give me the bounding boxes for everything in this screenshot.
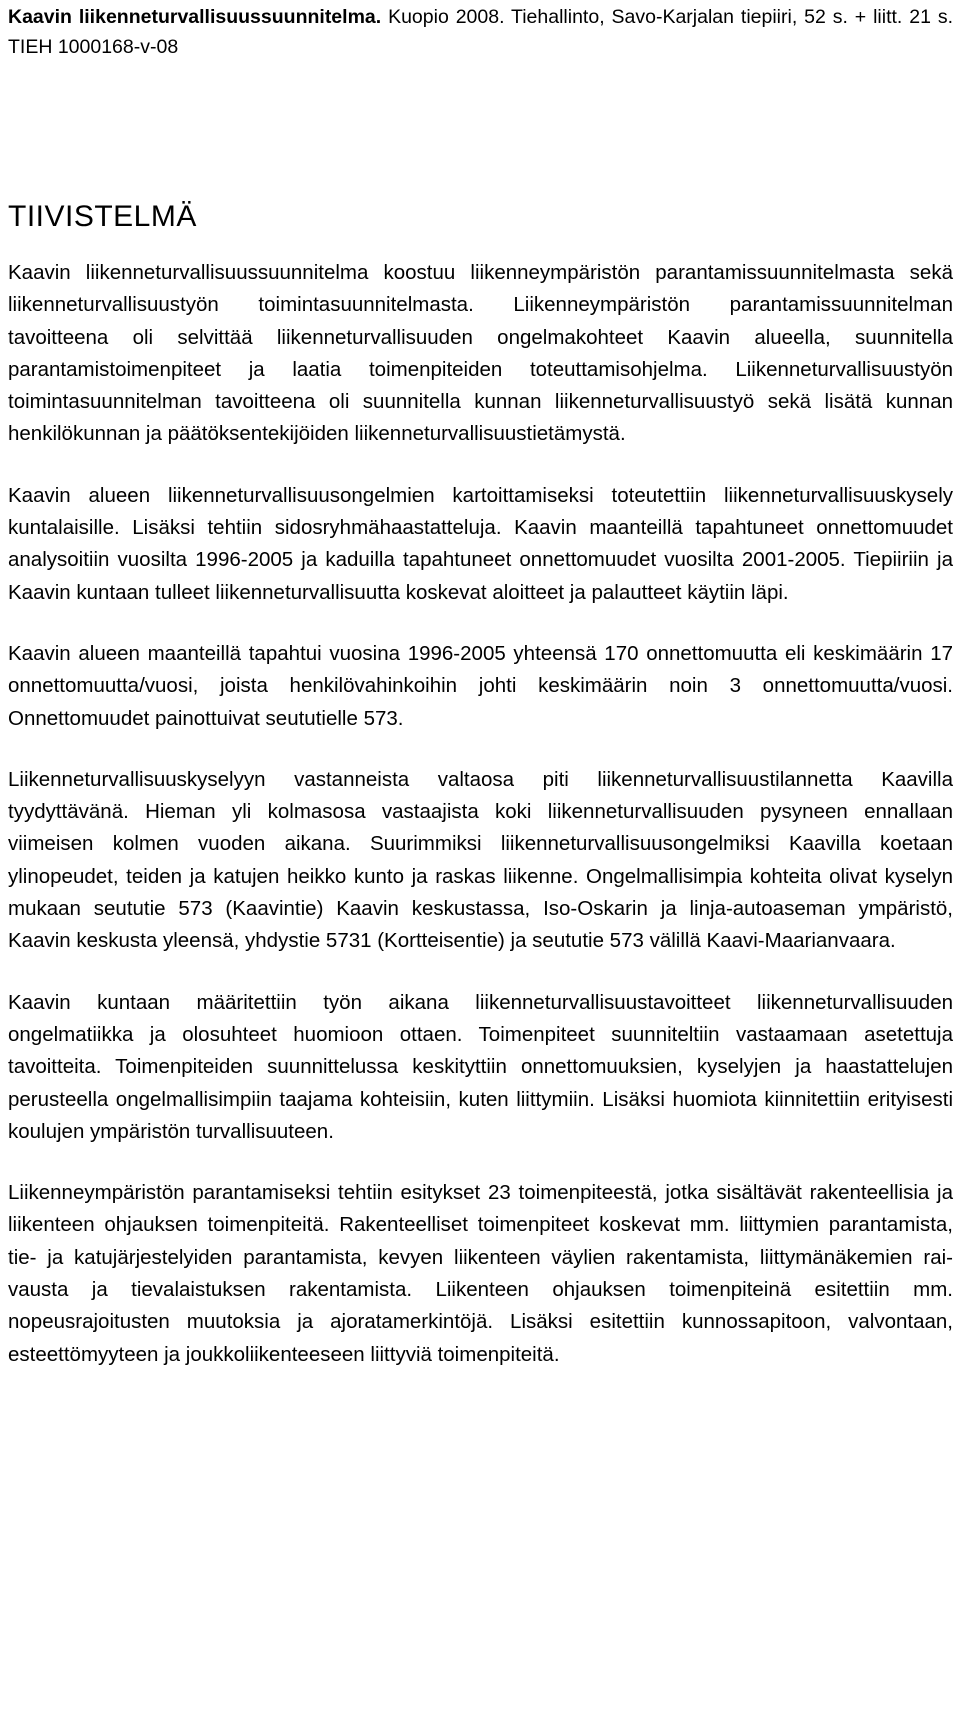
summary-paragraph: Kaavin alueen liikenneturvallisuusongelmien kartoittamiseksi toteutettiin liikenneturvallisuuskysely kuntalaisille. Lisäksi tehtiin sidosryhmähaastatteluja. Kaavin maanteillä tapahtuneet onnettomuudet analysoitiin vuosilta 1996-2005 ja kaduilla tapahtuneet onnettomuudet vuosilta 2001-2005. Tiepiiriin ja Kaavin kuntaan tulleet liikenneturvallisuutta koskevat aloitteet ja palautteet käytiin läpi. [8, 483, 953, 604]
summary-paragraph: Kaavin kuntaan määritettiin työn aikana liikenneturvallisuustavoitteet liikenneturvallisuuden ongelmatiikka ja olosuhteet huomioon ottaen. Toimenpiteet suunniteltiin vastaamaan asetettuja tavoitteita. Toimenpiteiden suunnittelussa keskityttiin onnettomuuksien, kyselyjen ja haastattelujen perusteella ongelmallisimpiin taajama kohteisiin, kuten liittymiin. Lisäksi huomiota kiinnitettiin erityisesti koulujen ympäristön turvallisuuteen. [8, 990, 953, 1143]
summary-paragraph: Kaavin liikenneturvallisuussuunnitelma koostuu liikenneympäristön parantamissuunnitelmasta sekä liikenneturvallisuustyön toimintasuunnitelmasta. Liikenneympäristön parantamissuunnitelman tavoitteena oli selvittää liikenneturvallisuuden ongelmakohteet Kaavin alueella, suunnitella parantamistoimenpiteet ja laatia toimenpiteiden toteuttamisohjelma. Liikenneturvallisuustyön toimintasuunnitelman tavoitteena oli suunnitella kunnan liikenneturvallisuustyö sekä lisätä kunnan henkilökunnan ja päätöksentekijöiden liikenneturvallisuustietämystä. [8, 261, 953, 446]
citation-details: Kuopio 2008. Tiehallinto, Savo-Karjalan tiepiiri, 52 s. + liitt. 21 s. TIEH 1000168-v-08 [8, 6, 953, 58]
summary-paragraph: Liikenneympäristön parantamiseksi tehtiin esitykset 23 toimenpiteestä, jotka sisältävät rakenteellisia ja liikenteen ohjauksen toimenpiteitä. Rakenteelliset toimenpiteet koskevat mm. liittymien parantamista, tie- ja katujärjestelyiden parantamista, kevyen liikenteen väylien rakentamista, liittymänäkemien raivausta ja tievalaistuksen rakentamista. Liikenteen ohjauksen toimenpiteinä esitettiin mm. nopeusrajoitusten muutoksia ja ajoratamerkintöjä. Lisäksi esitettiin kunnossapitoon, valvontaan, esteettömyyteen ja joukkoliikenteeseen liittyviä toimenpiteitä. [8, 1181, 953, 1366]
citation [8, 0, 953, 62]
summary-paragraph: Liikenneturvallisuuskyselyyn vastanneista valtaosa piti liikenneturvallisuustilannetta Kaavilla tyydyttävänä. Hieman yli kolmasosa vastaajista koki liikenneturvallisuuden pysyneen ennallaan viimeisen kolmen vuoden aikana. Suurimmiksi liikenneturvallisuusongelmiksi Kaavilla koetaan ylinopeudet, teiden ja katujen heikko kunto ja raskas liikenne. Ongelmallisimpia kohteita olivat kyselyn mukaan seututie 573 (Kaavintie) Kaavin keskustassa, Iso-Oskarin ja linja-autoaseman ympäristö, Kaavin keskusta yleensä, yhdystie 5731 (Kortteisentie) ja seututie 573 välillä Kaavi-Maarianvaara. [8, 767, 953, 953]
citation-title: Kaavin liikenneturvallisuussuunnitelma. [8, 6, 382, 28]
summary-heading: TIIVISTELMÄ [8, 200, 197, 233]
document-page [8, 0, 953, 1371]
summary-paragraph: Kaavin alueen maanteillä tapahtui vuosina 1996-2005 yhteensä 170 onnettomuutta eli keskimäärin 17 onnettomuutta/vuosi, joista henkilövahinkoihin johti keskimäärin noin 3 onnettomuutta/vuosi. Onnettomuudet painottuivat seututielle 573. [8, 641, 953, 730]
